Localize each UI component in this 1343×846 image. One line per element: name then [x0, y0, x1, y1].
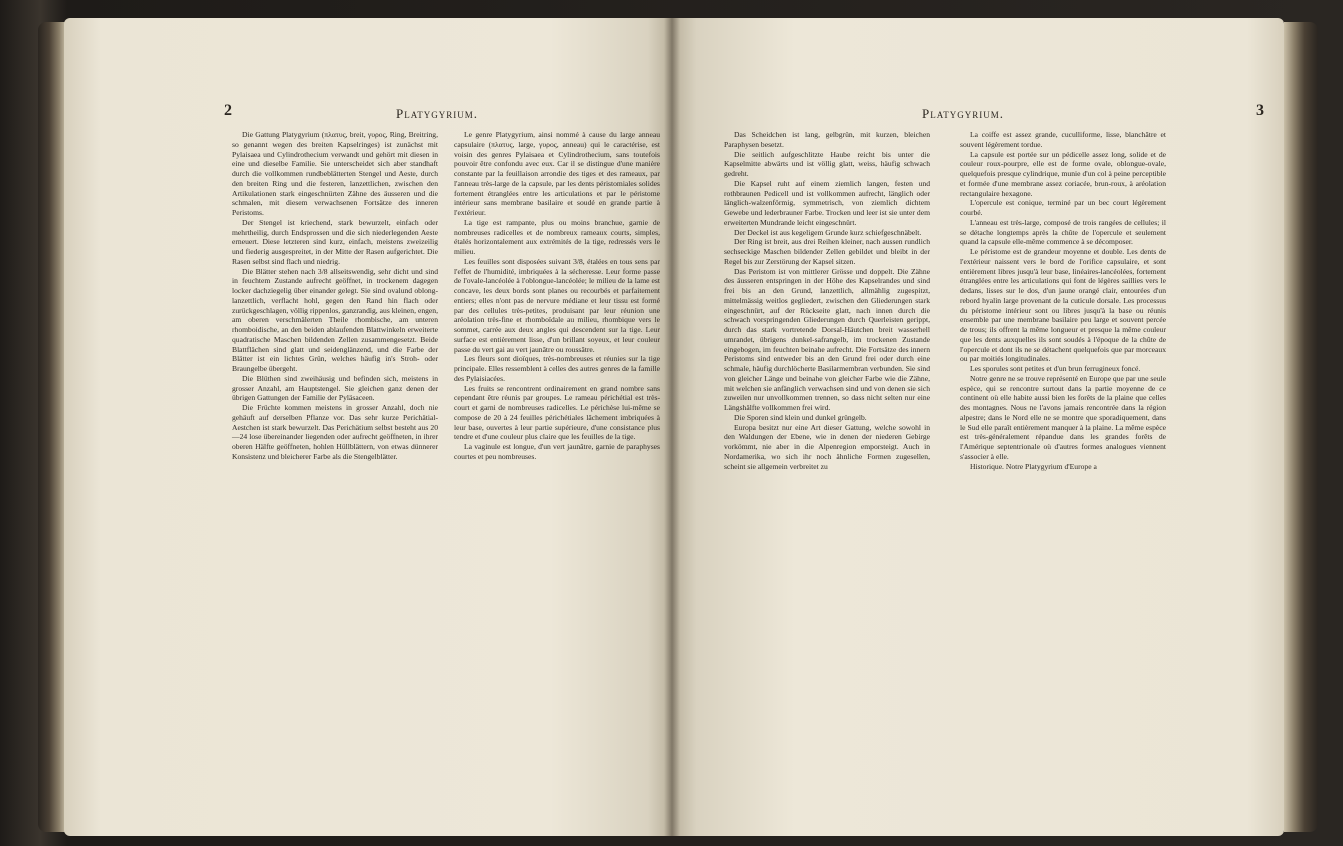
paragraph: Die Gattung Platygyrium (πλατυς, breit, γυρος, Ring, Breitring, so genannt wegen des breiten Kapselringes) ist zunächst mit Pylaisaea und Cylindrothecium verwandt und gehört mit diesen in eine und dieselbe Familie. Sie unterscheidet sich aber standhaft durch die vollkommen rundbeblätterten Stengel und Aeste, durch den breiten Ring und die festeren, lanzettlichen, zwischen den Artikulationen stark eingeschnürten Zähne des äusseren und die schmalen, mit diesem verwachsenen Fortsätze des inneren Peristoms. — [232, 130, 438, 217]
paragraph: Les fleurs sont dioïques, très-nombreuses et réunies sur la tige principale. Elles ressemblent à celles des autres genres de la famille des Pylaisiacées. — [454, 354, 660, 383]
paragraph: L'opercule est conique, terminé par un bec court légèrement courbé. — [960, 198, 1166, 217]
german-column — [232, 130, 438, 462]
paragraph: Die Blätter stehen nach 3/8 allseitswendig, sehr dicht und sind in feuchtem Zustande aufrecht geöffnet, in trockenem dagegen locker dachziegelig über einander gelegt. Sie sind ovalund oblong-lanzettlich, verflacht hohl, gegen den Rand hin flach oder zurückgeschlagen, völlig rippenlos, ganzrandig, aus kleinen, engen, am oberen verschmälerten Theile rhombische, am unteren rhomboidische, an den beiden ablaufenden Blattwinkeln erweiterte quadratische Maschen bildenden Zellen zusammengesetzt. Beide Blattflächen sind glatt und seidenglänzend, und die Farbe der Blätter ist ein lichtes Grün, welches häufig in's Stroh- oder Braungelbe übergeht. — [232, 266, 438, 373]
paragraph: La vaginule est longue, d'un vert jaunâtre, garnie de paraphyses courtes et peu nombreuses. — [454, 442, 660, 461]
paragraph: Das Scheidchen ist lang, gelbgrün, mit kurzen, bleichen Paraphysen besetzt. — [724, 130, 930, 149]
paragraph: Der Stengel ist kriechend, stark bewurzelt, einfach oder mehrtheilig, durch Endsprossen und die sich niederlegenden Aeste erneuert. Diese letzteren sind kurz, einfach, meistens zweizeilig und fiederig ausgespreitet, in der Mitte der Rasen aufgerichtet. Die Rasen selbst sind flach und niedrig. — [232, 217, 438, 266]
running-head: Platygyrium. — [396, 106, 478, 121]
paragraph: Les sporules sont petites et d'un brun ferrugineux foncé. — [970, 364, 1141, 373]
paragraph: La coiffe est assez grande, cuculliforme, lisse, blanchâtre et souvent légèrement tordue. — [960, 130, 1166, 149]
paragraph: Le genre Platygyrium, ainsi nommé à cause du large anneau capsulaire (πλατυς, large, γυρος, anneau) qui le caractérise, est voisin des genres Pylaisaea et Cylindrothecium, sans toutefois pouvoir être confondu avec eux. Car il se distingue d'une manière constante par la feuillaison arrondie des tiges et des rameaux, par l'anneau très-large de la capsule, par les dents péristomiales solides fortement étranglées entre les articulations et par le péristome intérieur sans membrane basilaire et soudé en grande partie à l'extérieur. — [454, 130, 660, 217]
german-column — [724, 130, 930, 471]
left-page — [64, 18, 672, 836]
french-column — [960, 130, 1166, 471]
paragraph: Die Kapsel ruht auf einem ziemlich langen, festen und rothbraunen Pedicell und ist vollkommen aufrecht, länglich oder länglich-walzenförmig, symmetrisch, von ziemlich dichtem Gewebe und lederbrauner Farbe. Trocken und leer ist sie unter dem erweiterten Mundrande leicht eingeschnürt. — [724, 178, 930, 227]
right-page-edges — [1284, 22, 1318, 832]
paragraph: Historique. Notre Platygyrium d'Europe a — [970, 461, 1097, 471]
page-number: 2 — [224, 102, 232, 119]
paragraph: Die Blüthen sind zweihäusig und befinden sich, meistens in grosser Anzahl, am Hauptstengel. Sie gleichen ganz denen der übrigen Gattungen der Familie der Pyläsaceen. — [232, 373, 438, 403]
paragraph: La tige est rampante, plus ou moins branchue, garnie de nombreuses radicelles et de nombreux rameaux courts, simples, étalés horizontalement aux extrémités de la tige, redressés vers le milieu. — [454, 217, 660, 256]
paragraph: L'anneau est très-large, composé de trois rangées de cellules; il se détache longtemps après la chûte de l'opercule et seulement quand la capsule elle-même commence à se décomposer. — [960, 217, 1166, 247]
paragraph: Der Ring ist breit, aus drei Reihen kleiner, nach aussen rundlich sechseckige Maschen bildender Zellen gebildet und bleibt in der Regel bis zur Zerstörung der Kapsel sitzen. — [724, 237, 930, 266]
paragraph: Le péristome est de grandeur moyenne et double. Les dents de l'extérieur naissent vers le bord de l'orifice capsulaire, et sont entièrement libres jusqu'à leur base, linéaires-lancéolées, fortement étranglées entre les articulations qui font de légères saillies vers le dedans, lisses sur le dos, d'un jaune orangé clair, entourées d'un rebord hyalin large provenant de la cuticule dorsale. Les processus du péristome intérieur sont ou libres jusqu'à la base ou réunis ensemble par une membrane basilaire peu large et souvent percée de trous; ils offrent la même longueur et presque la même couleur que les dents auxquelles ils sont soudés à l'époque de la chûte de l'opercule et dont ils ne se détachent quelquefois que par morceaux ou par moitiés longitudinales. — [960, 247, 1166, 364]
page-number: 3 — [1256, 102, 1264, 119]
paragraph: Der Deckel ist aus kegeligem Grunde kurz schiefgeschnäbelt. — [734, 227, 922, 237]
paragraph: Die seitlich aufgeschlitzte Haube reicht bis unter die Kapselmitte abwärts und ist völlig glatt, weiss, häufig schwach gedreht. — [724, 149, 930, 178]
paragraph: Die Sporen sind klein und dunkel grüngelb. — [734, 412, 867, 422]
french-column — [454, 130, 660, 462]
paragraph: Les feuilles sont disposées suivant 3/8, étalées en tous sens par l'effet de l'humidité, imbriquées à la sécheresse. Leur forme passe de l'ovale-lancéolée à l'oblongue-lancéolée; le milieu de la lame est concave, les deux bords sont planes ou recourbés et parfaitement entiers; elles n'ont pas de nervure médiane et leur tissu est formé par des cellules très-petites, produisant par leur réunion une aréolation très-fine et rhomboïdale au milieu, rhombique vers le sommet, carrée aux deux angles qui descendent sur la tige. Leur surface est entièrement lisse, d'un brillant soyeux, et leur couleur passe du vert gai au vert jaunâtre ou roussâtre. — [454, 256, 660, 354]
right-page — [672, 18, 1284, 836]
paragraph: Les fruits se rencontrent ordinairement en grand nombre sans cependant être réunis par groupes. Le rameau périchétial est très-court et garni de nombreuses radicelles. Le périchèse lui-même se compose de 20 à 24 feuilles périchétiales lâchement imbriquées à leur base, ouvertes à leur partie supérieure, d'une consistance plus tendre et d'une couleur plus claire que les feuilles de la tige. — [454, 383, 660, 442]
paragraph: La capsule est portée sur un pédicelle assez long, solide et de couleur roux-pourpre, elle est de forme ovale, oblongue-ovale, quelquefois presque cylindrique, munie d'un col à peine perceptible et formée d'une membrane assez coriacée, brun-roux, à aréolation rectangulaire hexagone. — [960, 149, 1166, 198]
paragraph: Notre genre ne se trouve représenté en Europe que par une seule espèce, qui se rencontre surtout dans la partie moyenne de ce continent où elle habite aussi bien les forêts de la plaine que celles des montagnes. Nous ne l'avons jamais rencontrée dans la région alpestre; dans le Nord elle ne se montre que sporadiquement, dans le Sud elle paraît entièrement manquer à la plaine. La même espèce est très-généralement répandue dans les grandes forêts de l'Amérique septentrionale où d'autres formes analogues viennent s'associer à elle. — [960, 373, 1166, 461]
running-head: Platygyrium. — [922, 106, 1004, 121]
book-gutter — [664, 18, 680, 836]
paragraph: Das Peristom ist von mittlerer Grösse und doppelt. Die Zähne des äusseren entspringen in der Höhe des Kapselrandes und sind frei bis an den Grund, lanzettlich, allmählig zugespitzt, mittelmässig weitlos gegliedert, zwischen den Gliederungen stark eingeschnürt, auf der Rückseite glatt, nach innen durch die schwach vorspringenden Gliederungen durch Querleisten gerippt, durch das stark vortretende Dorsal-Häutchen breit wasserhell umrandet, übrigens dunkel-safrangelb, im trockenen Zustande eingebogen, im feuchten beinahe aufrecht. Die Fortsätze des innern Peristoms sind entweder bis an den Grund frei oder durch eine schmale, häufig durchlöcherte Basilarmembran verbunden. Sie sind von gleicher Länge und beinahe von gleicher Farbe wie die Zähne, mit welchen sie anfänglich verwachsen sind und von denen sie sich zuweilen nur unvollkommen trennen, so dass nicht selten nur eine Längshälfte vollkommen frei wird. — [724, 266, 930, 412]
paragraph: Europa besitzt nur eine Art dieser Gattung, welche sowohl in den Waldungen der Ebene, wie in denen der niederen Gebirge vorkömmt, nie aber in die Alpenregion emporsteigt. Auch in Nordamerika, wo sich ihr noch ähnliche Formen zugesellen, scheint sie allgemein verbreitet zu — [724, 422, 930, 471]
paragraph: Die Früchte kommen meistens in grosser Anzahl, doch nie gehäuft auf derselben Pflanze vor. Das sehr kurze Perichätial-Aestchen ist stark bewurzelt. Das Perichätium selbst besteht aus 20—24 lose übereinander liegenden oder aufrecht geöffneten, in ihrer oberen Hälfte geöffneten, hohlen Hüllblättern, von etwas dünnerer Konsistenz und bleicherer Farbe als die Stengelblätter. — [232, 403, 438, 461]
left-page-edges — [38, 22, 66, 832]
